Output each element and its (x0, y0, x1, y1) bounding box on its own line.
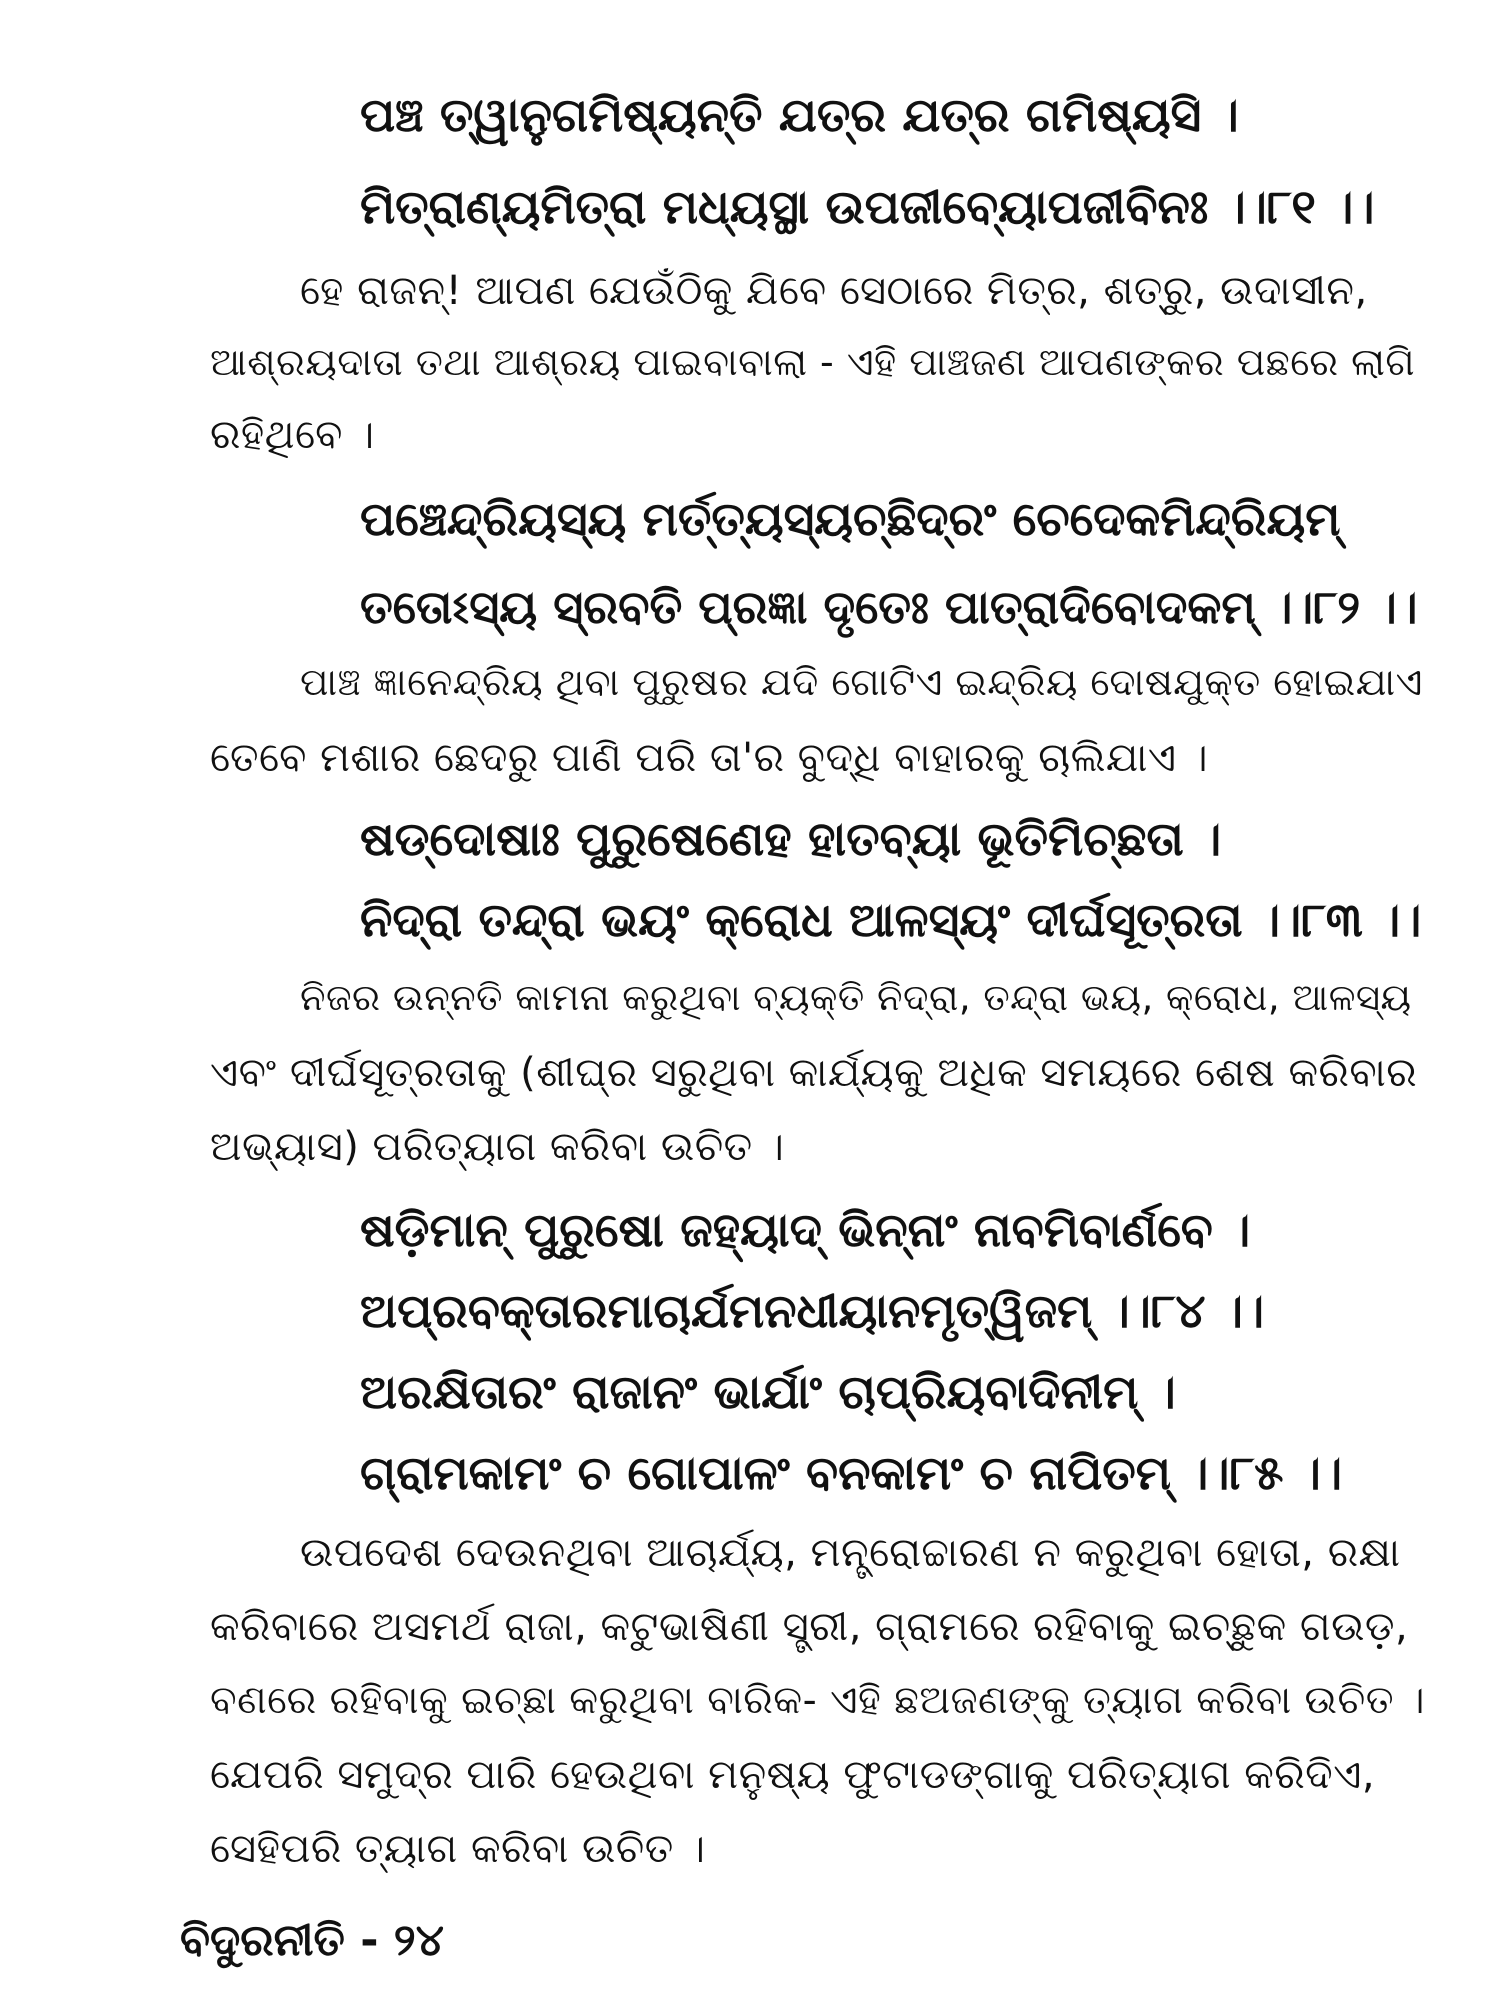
translation-82-line-2: ତେବେ ମଶାର ଛେଦରୁ ପାଣି ପରି ତା'ର ବୁଦ୍ଧି ବାହାରକୁ ଚାଲିଯାଏ । (210, 735, 1209, 781)
verse-85-line-1: ଅରକ୍ଷିତାରଂ ରାଜାନଂ ଭାର୍ଯାଂ ଚାପ୍ରିୟବାଦିନୀମ୍ । (360, 1365, 1176, 1420)
verse-85-line-2: ଗ୍ରାମକାମଂ ଚ ଗୋପାଳଂ ବନକାମଂ ଚ ନାପିତମ୍ ।।୮୫ ।। (360, 1446, 1343, 1501)
translation-85-line-1: ଉପଦେଶ ଦେଉନଥିବା ଆଚାର୍ଯ୍ୟ, ମନ୍ତ୍ରୋଚ୍ଚାରଣ ନ କରୁଥିବା ହୋତା, ରକ୍ଷା (300, 1530, 1401, 1576)
translation-81-line-3: ରହିଥିବେ । (210, 412, 375, 458)
page-footer: ବିଦୁରନୀତି - ୨୪ (180, 1915, 444, 1966)
verse-82-line-2: ତତୋଽସ୍ୟ ସ୍ରବତି ପ୍ରଜ୍ଞା ଦୃତେଃ ପାତ୍ରାଦିବୋଦକମ୍ ।।୮୨ ।। (360, 580, 1418, 634)
translation-83-line-1: ନିଜର ଉନ୍ନତି କାମନା କରୁଥିବା ବ୍ୟକ୍ତି ନିଦ୍ରା, ତନ୍ଦ୍ରା ଭୟ, କ୍ରୋଧ, ଆଳସ୍ୟ (300, 976, 1412, 1019)
translation-85-line-3: ବଣରେ ରହିବାକୁ ଇଚ୍ଛା କରୁଥିବା ବାରିକ- ଏହି ଛଅଜଣଙ୍କୁ ତ୍ୟାଗ କରିବା ଉଚିତ । (210, 1678, 1426, 1723)
verse-84-line-1: ଷଡ଼ିମାନ୍ ପୁରୁଷୋ ଜହ୍ୟାଦ୍ ଭିନ୍ନାଂ ନାବମିବାର୍ଣବେ । (360, 1203, 1251, 1258)
verse-81-line-2: ମିତ୍ରାଣ୍ୟମିତ୍ରା ମଧ୍ୟସ୍ଥା ଉପଜୀବ୍ୟୋପଜୀବିନଃ ।।୮୧ ।। (360, 180, 1375, 235)
translation-83-line-2: ଏବଂ ଦୀର୍ଘସୂତ୍ରତାକୁ (ଶୀଘ୍ର ସରୁଥିବା କାର୍ଯ୍ୟକୁ ଅଧିକ ସମୟରେ ଶେଷ କରିବାର (210, 1050, 1418, 1096)
translation-83-line-3: ଅଭ୍ୟାସ) ପରିତ୍ୟାଗ କରିବା ଉଚିତ । (210, 1124, 785, 1170)
verse-83-line-1: ଷଡ୍‌ଦୋଷାଃ ପୁରୁଷେଣେହ ହାତବ୍ୟା ଭୂତିମିଚ୍ଛତା । (360, 812, 1222, 867)
translation-82-line-1: ପାଞ୍ଚ ଜ୍ଞାନେନ୍ଦ୍ରିୟ ଥିବା ପୁରୁଷର ଯଦି ଗୋଟିଏ ଇନ୍ଦ୍ରିୟ ଦୋଷଯୁକ୍ତ ହୋଇଯାଏ (300, 660, 1423, 704)
translation-85-line-5: ସେହିପରି ତ୍ୟାଗ କରିବା ଉଚିତ । (210, 1826, 706, 1872)
translation-81-line-2: ଆଶ୍ରୟଦାତା ତଥା ଆଶ୍ରୟ ପାଇବାବାଲା - ଏହି ପାଞ୍ଚଜଣ ଆପଣଙ୍କର ପଛରେ ଲାଗି (210, 340, 1416, 384)
verse-83-line-2: ନିଦ୍ରା ତନ୍ଦ୍ରା ଭୟଂ କ୍ରୋଧ ଆଳସ୍ୟଂ ଦୀର୍ଘସୂତ୍ରତା ।।୮୩ ।। (360, 893, 1422, 948)
translation-81-line-1: ହେ ରାଜନ୍! ଆପଣ ଯେଉଁଠିକୁ ଯିବେ ସେଠାରେ ମିତ୍ର, ଶତ୍ରୁ, ଉଦାସୀନ, (300, 268, 1368, 314)
verse-84-line-2: ଅପ୍ରବକ୍ତାରମାଚାର୍ଯମନଧୀୟାନମୃତ୍ୱିଜମ୍ ।।୮୪ ।। (360, 1284, 1265, 1339)
verse-82-line-1: ପଞ୍ଚେନ୍ଦ୍ରିୟସ୍ୟ ମର୍ତ୍ତ୍ୟସ୍ୟଚ୍ଛିଦ୍ରଂ ଚେଦେକମିନ୍ଦ୍ରିୟମ୍ (360, 492, 1341, 547)
translation-85-line-2: କରିବାରେ ଅସମର୍ଥ ରାଜା, କଟୁଭାଷିଣୀ ସ୍ତ୍ରୀ, ଗ୍ରାମରେ ରହିବାକୁ ଇଚ୍ଛୁକ ଗଉଡ଼, (210, 1604, 1409, 1650)
verse-81-line-1: ପଞ୍ଚ ତ୍ୱାନୁଗମିଷ୍ୟନ୍ତି ଯତ୍ର ଯତ୍ର ଗମିଷ୍ୟସି । (360, 88, 1239, 143)
translation-85-line-4: ଯେପରି ସମୁଦ୍ର ପାରି ହେଉଥିବା ମନୁଷ୍ୟ ଫୁଟାଡଙ୍ଗାକୁ ପରିତ୍ୟାଗ କରିଦିଏ, (210, 1752, 1376, 1798)
